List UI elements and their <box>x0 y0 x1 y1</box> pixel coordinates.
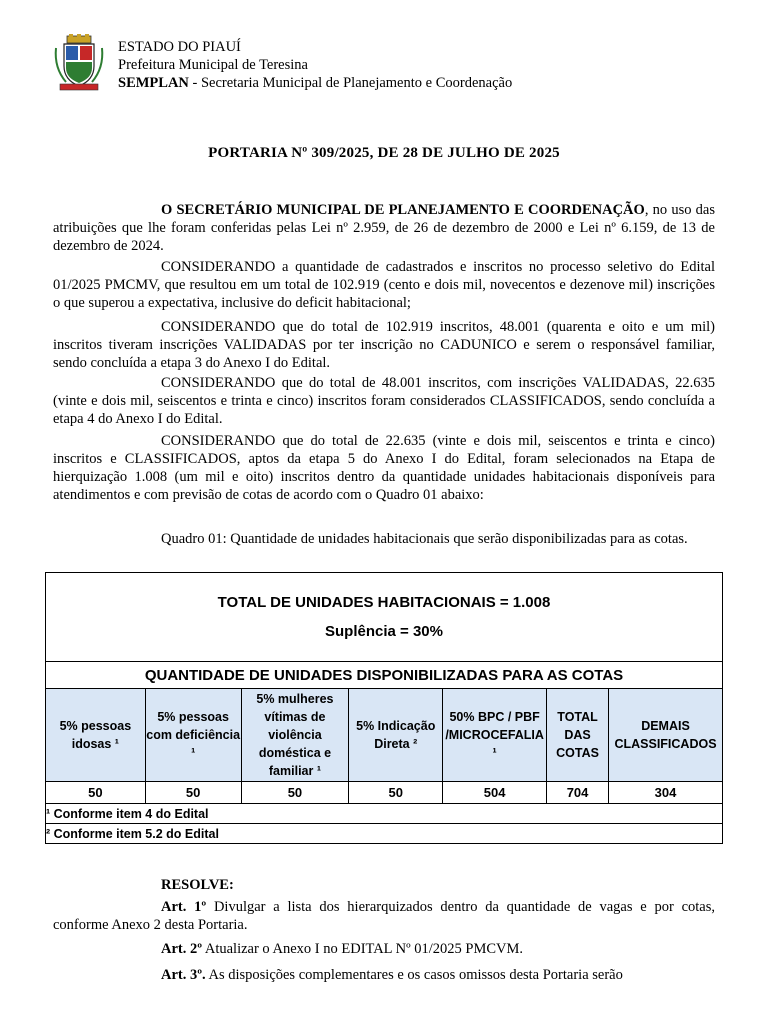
considerando-3: CONSIDERANDO que do total de 48.001 inscritos, com inscrições VALIDADAS, 22.635 (vinte e dois mil, seiscentos e trinta e cinco) inscritos foram considerados CLASSIFICADOS, sendo concluída a etapa 4 do Anexo I do Edital. <box>53 375 715 427</box>
category-cell: 5% Indicação Direta ² <box>349 689 443 782</box>
state-name: ESTADO DO PIAUÍ <box>118 39 241 55</box>
intro-paragraph: O SECRETÁRIO MUNICIPAL DE PLANEJAMENTO E COORDENAÇÃO, no uso das atribuições que lhe foram conferidas pelas Lei nº 2.959, de 26 de dezembro de 2000 e Lei nº 6.159, de 13 de dezembro de 2024. <box>53 202 715 254</box>
category-cell: DEMAIS CLASSIFICADOS <box>609 689 723 782</box>
prefecture-name: Prefeitura Municipal de Teresina <box>118 57 308 73</box>
total-units: TOTAL DE UNIDADES HABITACIONAIS = 1.008 <box>217 594 551 611</box>
document-title: PORTARIA Nº 309/2025, DE 28 DE JULHO DE 2025 <box>208 145 560 161</box>
article-2: Art. 2º Atualizar o Anexo I no EDITAL Nº 01/2025 PMCVM. <box>161 941 523 957</box>
secretariat-name: SEMPLAN - Secretaria Municipal de Planejamento e Coordenação <box>118 75 513 91</box>
values-row <box>46 782 723 804</box>
category-cell: 5% pessoas idosas ¹ <box>46 689 146 782</box>
value-cell: 50 <box>241 782 349 804</box>
category-row <box>46 689 723 782</box>
value-cell: 304 <box>609 782 723 804</box>
value-cell: 50 <box>46 782 146 804</box>
quadro-01-table <box>45 572 723 844</box>
quadro-caption: Quadro 01: Quantidade de unidades habitacionais que serão disponibilizadas para as cotas. <box>161 531 688 547</box>
considerando-1: CONSIDERANDO a quantidade de cadastrados e inscritos no processo seletivo do Edital 01/2025 PMCMV, que resultou em um total de 102.919 (cento e dois mil, novecentos e dezenove mil) inscrições o que superou a expectativa, inclusive do deficit habitacional; <box>53 259 715 311</box>
footnote-1: ¹ Conforme item 4 do Edital <box>46 804 723 824</box>
value-cell: 504 <box>443 782 547 804</box>
category-cell: TOTAL DAS COTAS <box>547 689 609 782</box>
category-cell: 5% mulheres vítimas de violência doméstica e familiar ¹ <box>241 689 349 782</box>
article-3: Art. 3º. As disposições complementares e os casos omissos desta Portaria serão <box>161 967 623 983</box>
article-1: Art. 1º Divulgar a lista dos hierarquizados dentro da quantidade de vagas e por cotas, conforme Anexo 2 desta Portaria. <box>53 899 715 933</box>
quota-section-header: QUANTIDADE DE UNIDADES DISPONIBILIZADAS PARA AS COTAS <box>46 662 723 689</box>
value-cell: 704 <box>547 782 609 804</box>
considerando-4: CONSIDERANDO que do total de 22.635 (vinte e dois mil, seiscentos e trinta e cinco) inscritos e CLASSIFICADOS, aptos da etapa 5 do Anexo I do Edital, foram selecionados na Etapa de hierquização 1.008 (um mil e oito) inscritos dentro da quantidade unidades habitacionais disponíveis para atendimentos e com previsão de cotas de acordo com o Quadro 01 abaixo: <box>53 433 715 503</box>
coat-of-arms-icon <box>52 34 106 94</box>
footnote-2: ² Conforme item 5.2 do Edital <box>46 824 723 844</box>
suplencia: Suplência = 30% <box>325 623 443 640</box>
letterhead <box>118 38 512 92</box>
value-cell: 50 <box>145 782 241 804</box>
category-cell: 50% BPC / PBF /MICROCEFALIA ¹ <box>443 689 547 782</box>
category-cell: 5% pessoas com deficiência ¹ <box>145 689 241 782</box>
total-units-cell <box>46 573 723 662</box>
considerando-2: CONSIDERANDO que do total de 102.919 inscritos, 48.001 (quarenta e oito e um mil) inscritos tiveram inscrições VALIDADAS por ter inscrição no CADUNICO e serem o responsável familiar, sendo concluída a etapa 3 do Anexo I do Edital. <box>53 319 715 371</box>
resolve-heading: RESOLVE: <box>161 877 234 893</box>
value-cell: 50 <box>349 782 443 804</box>
